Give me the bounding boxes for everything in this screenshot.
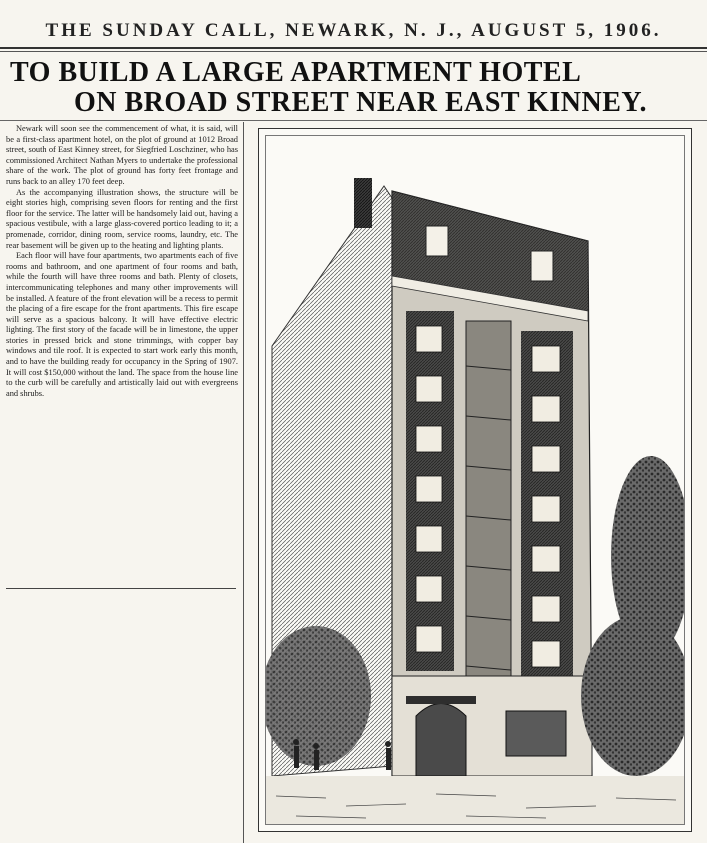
fire-escape-recess: [466, 321, 511, 681]
illustration-frame: [265, 135, 685, 825]
column-rule: [243, 122, 244, 843]
masthead: THE SUNDAY CALL, NEWARK, N. J., AUGUST 5, 1906.: [45, 20, 662, 41]
masthead-rule: [0, 47, 707, 49]
building-drawing: [266, 136, 684, 824]
chimney: [354, 178, 372, 228]
dormer-window: [426, 226, 448, 256]
article-paragraph-2: As the accompanying illustration shows, the structure will be eight stories high, comprising seven floors for renting and the first floor for the service. The latter will be handsomely laid out, having a spacious vestibule, with a large glass-covered portico leading to it; a promenade, corridor, dining room, service rooms, laundry, etc. The rear basement will be given up to the heating and lighting plants.: [6, 187, 238, 250]
article-paragraph-3: Each floor will have four apartments, two apartments each of five rooms and bathroom, and one apartment of four rooms and bath, while the fourth will have three rooms and bath. Plenty of closets, intercommunicating telephones and many other improvements will be installed. A feature of the front elevation will be a recess to permit the placing of a fire escape for the front apartments. This fire escape will serve as a spacious balcony. It will have effective electric lighting. The first story of the facade will be in limestone, the upper stories in pressed brick and stone trimmings, with copper bay windows and tile roof. It is expected to start work early this month, and to have the building ready for occupancy in the Spring of 1907. It will cost $150,000 without the land. The space from the house line to the curb will be carefully and artistically laid out with evergreens and shrubs.: [6, 251, 238, 398]
building-illustration: [258, 128, 692, 832]
masthead-rule-thin: [0, 51, 707, 52]
article-paragraph-1: Newark will soon see the commencement of what, it is said, will be a first-class apartment hotel, on the plot of ground at 1012 Broad street, south of East Kinney street, for Siegfried Loschziner, who has commissioned Architect Nathan Myers to undertake the professional share of the work. The plot of ground has forty feet frontage and runs back to an alley 170 feet deep.: [6, 124, 238, 186]
article-end-rule: [6, 588, 236, 589]
headline-rule: [0, 120, 707, 121]
portico: [406, 696, 476, 704]
entrance-arch: [416, 704, 466, 777]
article-body: [6, 124, 238, 584]
headline-line-2: ON BROAD STREET NEAR EAST KINNEY.: [74, 87, 648, 118]
dormer-window: [531, 251, 553, 281]
headline: [10, 58, 705, 118]
headline-line-1: TO BUILD A LARGE APARTMENT HOTEL: [10, 57, 582, 88]
ground-floor-window: [506, 711, 566, 756]
